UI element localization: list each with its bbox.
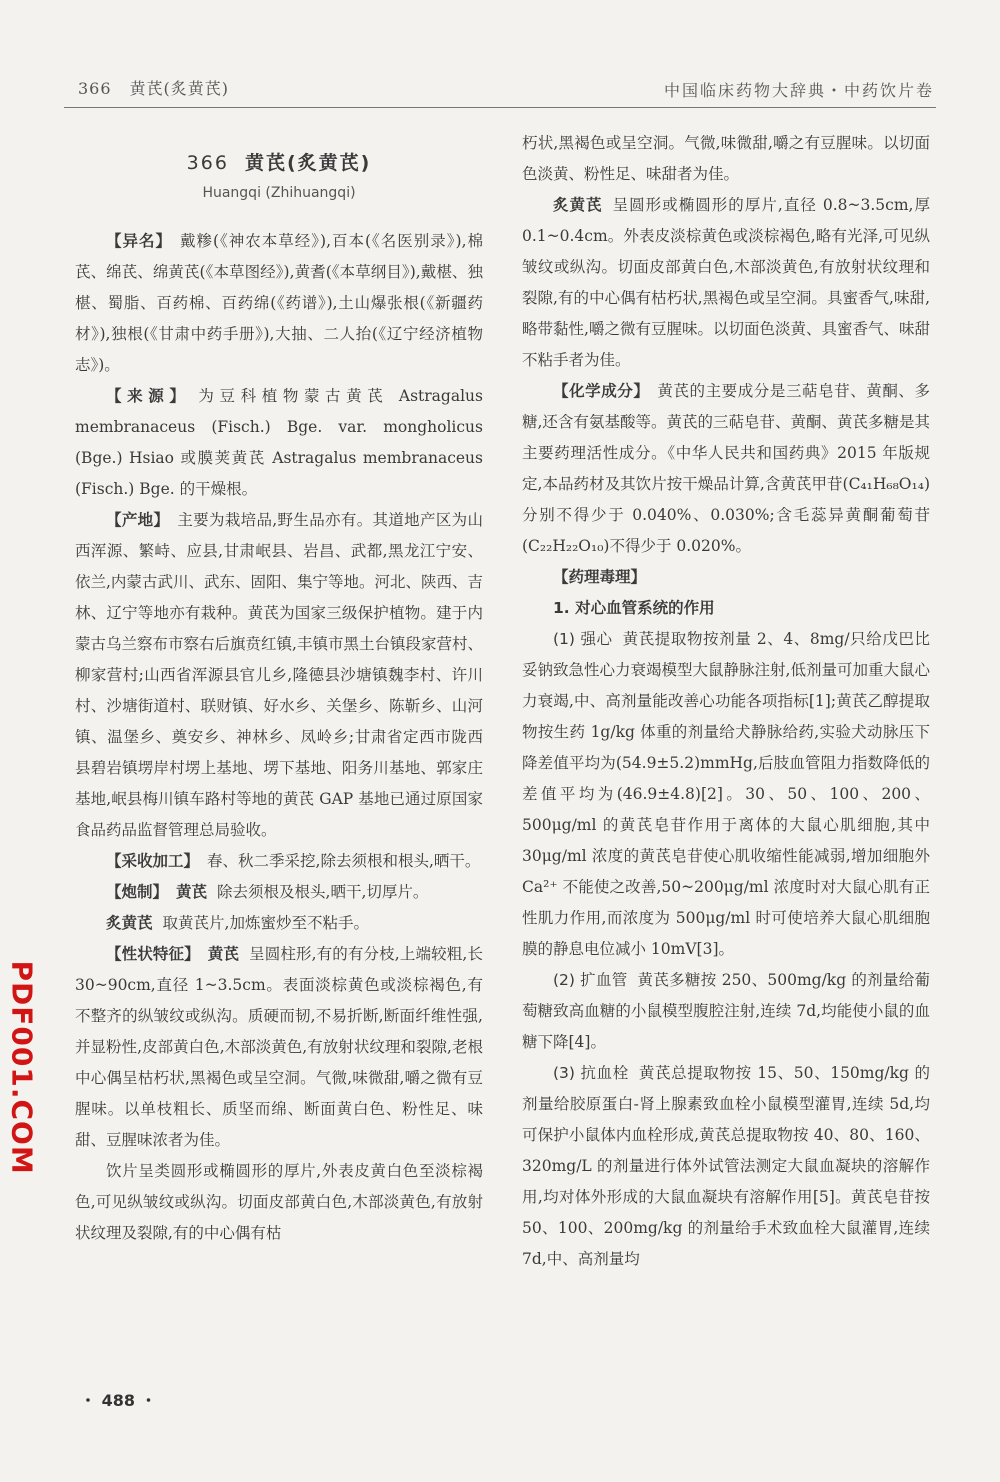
zhi-text: 取黄芪片,加炼蜜炒至不粘手。 xyxy=(162,914,369,932)
zhi-char-paragraph xyxy=(522,190,930,376)
pharmacology-heading xyxy=(522,562,930,593)
harvest-text: 春、秋二季采挖,除去须根和根头,晒干。 xyxy=(207,852,481,870)
chemistry-paragraph xyxy=(522,376,930,562)
vasodilation-text: 黄芪多糖按 250、500mg/kg 的剂量给葡萄糖致高血糖的小鼠模型腹腔注射,连续 7d,均能使小鼠的血糖下降[4]。 xyxy=(522,971,930,1051)
cardiotonic-subheading: (1) 强心 xyxy=(553,630,613,648)
slice-paragraph xyxy=(75,1156,483,1249)
characteristics-label: 【性状特征】 xyxy=(106,945,200,963)
watermark-text: PDF001.COM xyxy=(5,960,39,1175)
characteristics-subheading: 黄芪 xyxy=(207,945,240,963)
zhi-paragraph xyxy=(75,908,483,939)
harvest-paragraph xyxy=(75,846,483,877)
source-paragraph xyxy=(75,381,483,505)
origin-label: 【产地】 xyxy=(106,511,170,529)
header-book-title: 中国临床药物大辞典・中药饮片卷 xyxy=(663,81,934,100)
entry-number: 366 xyxy=(186,152,229,174)
entry-pinyin: Huangqi (Zhihuangqi) xyxy=(202,185,356,201)
antithrombotic-subheading: (3) 抗血栓 xyxy=(553,1064,629,1082)
header-section-number: 366 xyxy=(78,79,112,98)
header-section-title: 黄芪(炙黄芪) xyxy=(129,79,230,98)
zhi-char-subheading: 炙黄芪 xyxy=(553,196,603,214)
cardiotonic-text: 黄芪提取物按剂量 2、4、8mg/只给戊巴比妥钠致急性心力衰竭模型大鼠静脉注射,低剂量可加重大鼠心力衰竭,中、高剂量能改善心功能各项指标[1];黄芪乙醇提取物按生药 1g/kg 体重的剂量给犬静脉给药,实验犬动脉压下降差值平均为(54.9±5.2)mmHg,后肢血管阻力指数降低的差值平均为(46.9±4.8)[2]。30、50、100、200、500μg/ml 的黄芪皂苷作用于离体的大鼠心肌细胞,其中 30μg/ml 浓度的黄芪皂苷使心肌收缩性能减弱,增加细胞外 Ca²⁺ 不能使之改善,50~200μg/ml 浓度时对大鼠心肌有正性肌力作用,而浓度为 500μg/ml 时可使培养大鼠心肌细胞膜的静息电位减小 10mV[3]。 xyxy=(522,630,930,958)
slice-continued-paragraph xyxy=(522,128,930,190)
process-paragraph xyxy=(75,877,483,908)
entry-name: 黄芪(炙黄芪) xyxy=(244,152,372,174)
source-text: 为豆科植物蒙古黄芪 Astragalus membranaceus (Fisch.) Bge. var. mongholicus (Bge.) Hsiao 或膜荚黄芪 Astragalus membranaceus (Fisch.) Bge. 的干燥根。 xyxy=(75,387,483,498)
chemistry-label: 【化学成分】 xyxy=(553,382,650,400)
antithrombotic-text: 黄芪总提取物按 15、50、150mg/kg 的剂量给胶原蛋白-肾上腺素致血栓小鼠模型灌胃,连续 5d,均可保护小鼠体内血栓形成,黄芪总提取物按 40、80、160、320mg/L 的剂量进行体外试管法测定大鼠血凝块的溶解作用,均对体外形成的大鼠血凝块有溶解作用[5]。黄芪皂苷按 50、100、200mg/kg 的剂量给手术致血栓大鼠灌胃,连续 7d,中、高剂量均 xyxy=(522,1064,930,1268)
vasodilation-paragraph xyxy=(522,965,930,1058)
origin-text: 主要为栽培品,野生品亦有。其道地产区为山西浑源、繁峙、应县,甘肃岷县、岩昌、武都,黑龙江宁安、依兰,内蒙古武川、武东、固阳、集宁等地。河北、陕西、吉林、辽宁等地亦有栽种。黄芪为国家三级保护植物。建于内蒙古乌兰察布市察右后旗贲红镇,丰镇市黑土台镇段家营村、柳家营村;山西省浑源县官儿乡,隆德县沙塘镇魏李村、许川村、沙塘街道村、联财镇、好水乡、关堡乡、陈靳乡、山河镇、温堡乡、奠安乡、神林乡、凤岭乡;甘肃省定西市陇西县碧岩镇塄岸村塄上基地、塄下基地、阳务川基地、郭家庄基地,岷县梅川镇车路村等地的黄芪 GAP 基地已通过原国家食品药品监督管理总局验收。 xyxy=(75,511,483,839)
header-left xyxy=(78,76,229,99)
cardiotonic-paragraph xyxy=(522,624,930,965)
entry-title xyxy=(75,148,483,178)
page-number: ・ 488 ・ xyxy=(80,1391,157,1410)
aliases-label: 【异名】 xyxy=(106,232,172,250)
running-header xyxy=(78,72,934,102)
cardio-heading xyxy=(522,593,930,624)
source-label: 【来源】 xyxy=(106,387,191,405)
cardio-heading-text: 1. 对心血管系统的作用 xyxy=(553,599,715,617)
origin-paragraph xyxy=(75,505,483,846)
chemistry-text: 黄芪的主要成分是三萜皂苷、黄酮、多糖,还含有氨基酸等。黄芪的三萜皂苷、黄酮、黄芪多糖是其主要药理活性成分。《中华人民共和国药典》2015 年版规定,本品药材及其饮片按干燥品计算,含黄芪甲苷(C₄₁H₆₈O₁₄)分别不得少于 0.040%、0.030%;含毛蕊异黄酮葡萄苷(C₂₂H₂₂O₁₀)不得少于 0.020%。 xyxy=(522,382,930,555)
aliases-paragraph xyxy=(75,226,483,381)
zhi-char-text: 呈圆形或椭圆形的厚片,直径 0.8~3.5cm,厚 0.1~0.4cm。外表皮淡棕黄色或淡棕褐色,略有光泽,可见纵皱纹或纵沟。切面皮部黄白色,木部淡黄色,有放射状纹理和裂隙,有的中心偶有枯朽状,黑褐色或呈空洞。具蜜香气,味甜,略带黏性,嚼之微有豆腥味。以切面色淡黄、具蜜香气、味甜不粘手者为佳。 xyxy=(522,196,930,369)
vasodilation-subheading: (2) 扩血管 xyxy=(553,971,628,989)
zhi-subheading: 炙黄芪 xyxy=(106,914,153,932)
slice-continued-text: 朽状,黑褐色或呈空洞。气微,味微甜,嚼之有豆腥味。以切面色淡黄、粉性足、味甜者为佳。 xyxy=(522,134,930,183)
right-column xyxy=(522,128,930,1275)
left-column xyxy=(75,148,483,1249)
harvest-label: 【采收加工】 xyxy=(106,852,200,870)
antithrombotic-paragraph xyxy=(522,1058,930,1275)
slice-text: 饮片呈类圆形或椭圆形的厚片,外表皮黄白色至淡棕褐色,可见纵皱纹或纵沟。切面皮部黄白色,木部淡黄色,有放射状纹理及裂隙,有的中心偶有枯 xyxy=(75,1162,483,1242)
watermark xyxy=(4,960,40,1175)
process-subheading: 黄芪 xyxy=(176,883,208,901)
header-rule xyxy=(64,107,936,108)
pharmacology-label: 【药理毒理】 xyxy=(553,568,647,586)
process-label: 【炮制】 xyxy=(106,883,169,901)
characteristics-paragraph xyxy=(75,939,483,1156)
process-text: 除去须根及根头,晒干,切厚片。 xyxy=(217,883,429,901)
characteristics-text: 呈圆柱形,有的有分枝,上端较粗,长 30~90cm,直径 1~3.5cm。表面淡棕黄色或淡棕褐色,有不整齐的纵皱纹或纵沟。质硬而韧,不易折断,断面纤维性强,并显粉性,皮部黄白色,木部淡黄色,有放射状纹理和裂隙,老根中心偶呈枯朽状,黑褐色或呈空洞。气微,味微甜,嚼之微有豆腥味。以单枝粗长、质坚而绵、断面黄白色、粉性足、味甜、豆腥味浓者为佳。 xyxy=(75,945,483,1149)
aliases-text: 戴糁(《神农本草经》),百本(《名医别录》),棉芪、绵芪、绵黄芪(《本草图经》),黄耆(《本草纲目》),戴椹、独椹、蜀脂、百药棉、百药绵(《药谱》),土山爆张根(《新疆药材》),独根(《甘肃中药手册》),大抽、二人抬(《辽宁经济植物志》)。 xyxy=(75,232,483,374)
